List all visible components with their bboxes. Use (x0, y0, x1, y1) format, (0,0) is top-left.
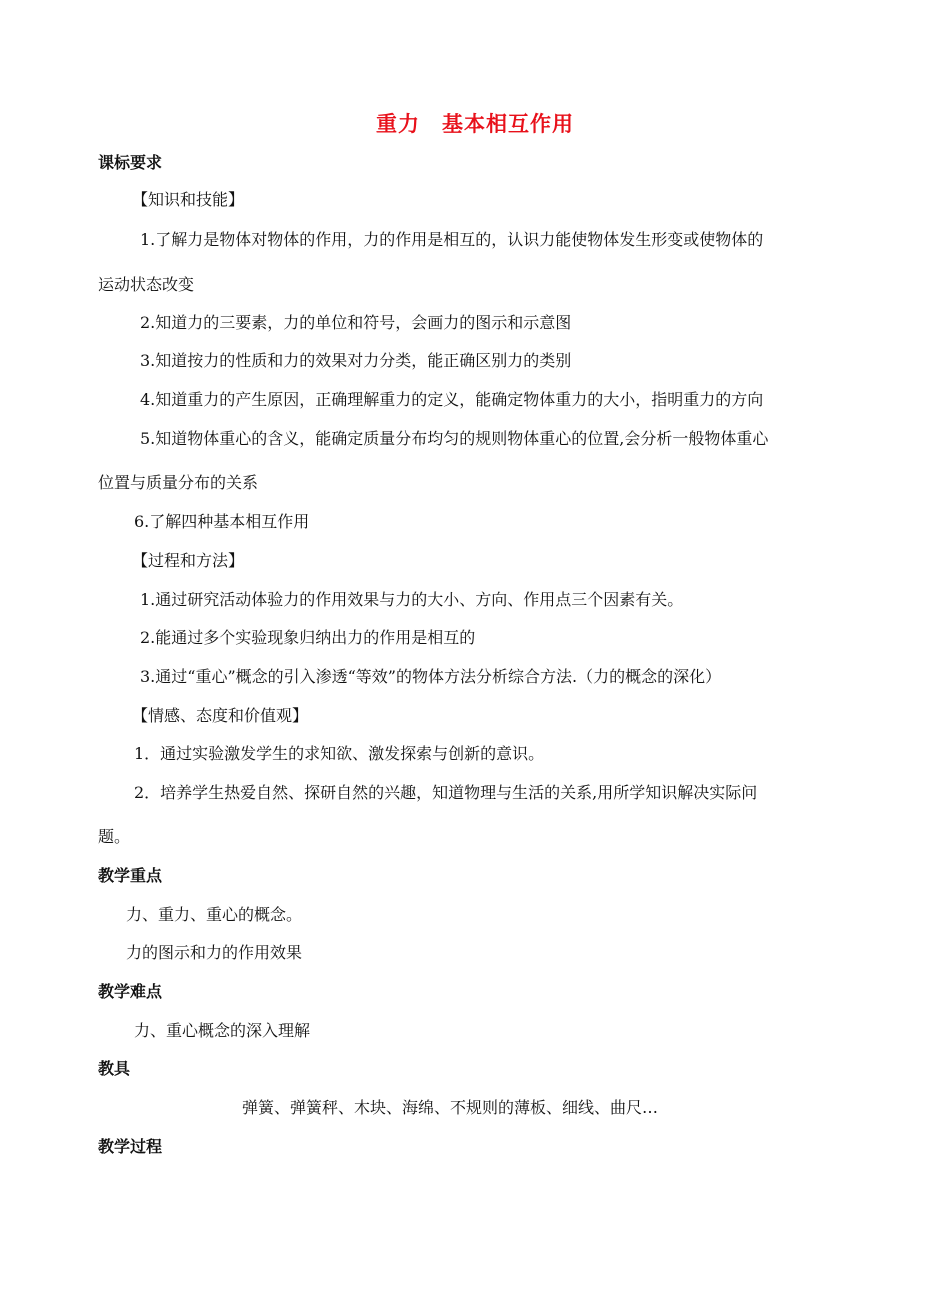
teaching-process-heading: 教学过程 (98, 1137, 163, 1156)
document-title: 重力 基本相互作用 (376, 112, 574, 136)
emotion-values-label: 【情感、态度和价值观】 (132, 706, 309, 725)
key-points-line-1: 力、重力、重心的概念。 (126, 905, 303, 924)
knowledge-item-6: 6.了解四种基本相互作用 (134, 512, 310, 531)
knowledge-item-1-line-1: 1.了解力是物体对物体的作用，力的作用是相互的，认识力能使物体发生形变或使物体的 (140, 230, 764, 249)
curriculum-heading: 课标要求 (98, 153, 163, 172)
process-methods-label: 【过程和方法】 (132, 551, 245, 570)
knowledge-skills-label: 【知识和技能】 (132, 190, 245, 209)
difficulties-line-1: 力、重心概念的深入理解 (134, 1021, 311, 1040)
knowledge-item-5-line-1: 5.知道物体重心的含义，能确定质量分布均匀的规则物体重心的位置,会分析一般物体重心 (140, 429, 769, 448)
knowledge-item-1-line-2: 运动状态改变 (98, 275, 195, 294)
difficulties-heading: 教学难点 (98, 982, 163, 1001)
tools-line-1: 弹簧、弹簧秤、木块、海绵、不规则的薄板、细线、曲尺… (242, 1098, 659, 1117)
key-points-heading: 教学重点 (98, 866, 163, 885)
knowledge-item-3: 3.知道按力的性质和力的效果对力分类，能正确区别力的类别 (140, 351, 572, 370)
knowledge-item-2: 2.知道力的三要素，力的单位和符号，会画力的图示和示意图 (140, 313, 572, 332)
emotion-item-2-line-1: 2．培养学生热爱自然、探研自然的兴趣，知道物理与生活的关系,用所学知识解决实际问 (134, 783, 758, 802)
key-points-line-2: 力的图示和力的作用效果 (126, 943, 303, 962)
knowledge-item-5-line-2: 位置与质量分布的关系 (98, 473, 259, 492)
emotion-item-2-line-2: 题。 (98, 827, 131, 846)
emotion-item-1: 1．通过实验激发学生的求知欲、激发探索与创新的意识。 (134, 744, 545, 763)
tools-heading: 教具 (98, 1059, 131, 1078)
knowledge-item-4: 4.知道重力的产生原因，正确理解重力的定义，能确定物体重力的大小，指明重力的方向 (140, 390, 764, 409)
process-item-3: 3.通过“重心”概念的引入渗透“等效”的物体方法分析综合方法.（力的概念的深化） (140, 667, 722, 686)
process-item-1: 1.通过研究活动体验力的作用效果与力的大小、方向、作用点三个因素有关。 (140, 590, 684, 609)
process-item-2: 2.能通过多个实验现象归纳出力的作用是相互的 (140, 628, 476, 647)
